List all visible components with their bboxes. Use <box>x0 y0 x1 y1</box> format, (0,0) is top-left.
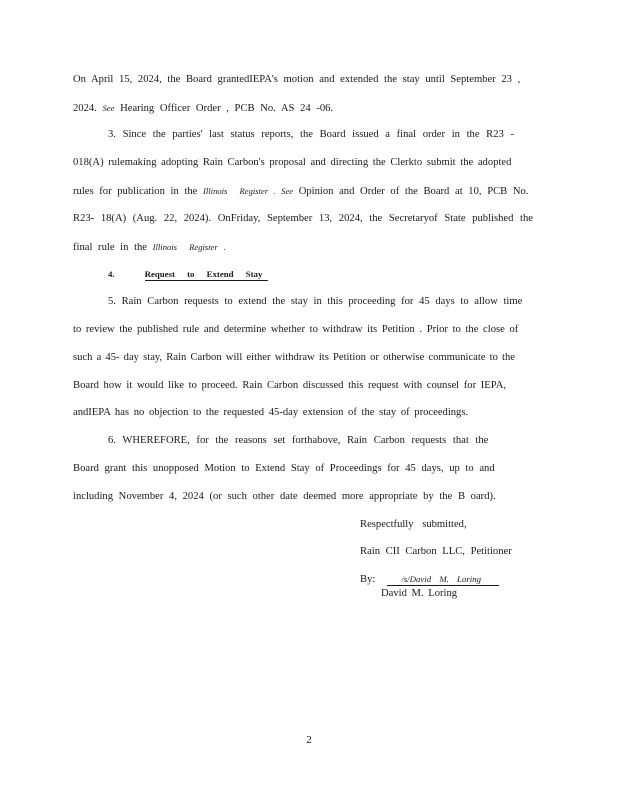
paragraph-line: to review the published rule and determine whether to withdraw its Petition . Prior to the close of <box>73 324 519 335</box>
signature-party: Rain CII Carbon LLC, Petitioner <box>360 546 512 557</box>
paragraph-line: 3. Since the parties' last status reports, the Board issued a final order in the R23 - <box>108 129 515 140</box>
text-span: Opinion and Order of the Board at 10, PCB No. <box>298 186 529 197</box>
signature-closing: Respectfully submitted, <box>360 519 467 530</box>
italic-signal: . See <box>273 186 294 196</box>
text-span: final rule in the <box>73 242 148 253</box>
paragraph-line: 018(A) rulemaking adopting Rain Carbon's proposal and directing the Clerkto submit the adopted <box>73 157 512 168</box>
paragraph-line: R23- 18(A) (Aug. 22, 2024). OnFriday, September 13, 2024, the Secretaryof State published the <box>73 213 533 224</box>
italic-citation: Illinois Register <box>152 242 218 252</box>
paragraph-line <box>73 184 528 199</box>
signature-by-row <box>360 573 499 587</box>
paragraph-line: including November 4, 2024 (or such other date deemed more appropriate by the B oard). <box>73 491 496 502</box>
signatory-name: David M. Loring <box>381 588 458 599</box>
paragraph-line: Board grant this unopposed Motion to Extend Stay of Proceedings for 45 days, up to and <box>73 463 495 474</box>
paragraph-line: Board how it would like to proceed. Rain Carbon discussed this request with counsel for IEPA, <box>73 380 506 391</box>
paragraph-line: andIEPA has no objection to the requested 45-day extension of the stay of proceedings. <box>73 407 469 418</box>
paragraph-line: 6. WHEREFORE, for the reasons set forthabove, Rain Carbon requests that the <box>108 435 489 446</box>
paragraph-line: On April 15, 2024, the Board grantedIEPA's motion and extended the stay until September 23 , <box>73 74 521 85</box>
by-label: By: <box>360 574 376 585</box>
section-heading <box>108 268 268 281</box>
page-number: 2 <box>306 734 312 746</box>
text-span: . <box>223 242 226 252</box>
paragraph-line <box>73 240 226 255</box>
text-span: 2024. <box>73 103 97 114</box>
e-signature-line: /s/David M. Loring <box>387 573 499 586</box>
heading-number: 4. <box>108 269 115 279</box>
paragraph-line <box>73 101 333 116</box>
italic-citation: Illinois Register <box>203 186 269 196</box>
heading-title: Request to Extend Stay <box>145 268 269 281</box>
text-span: Hearing Officer Order , PCB No. AS 24 -06. <box>120 103 334 114</box>
paragraph-line: such a 45- day stay, Rain Carbon will either withdraw its Petition or otherwise communicate to the <box>73 352 515 363</box>
italic-signal: See <box>102 103 115 113</box>
paragraph-line: 5. Rain Carbon requests to extend the stay in this proceeding for 45 days to allow time <box>108 296 523 307</box>
text-span: rules for publication in the <box>73 186 198 197</box>
